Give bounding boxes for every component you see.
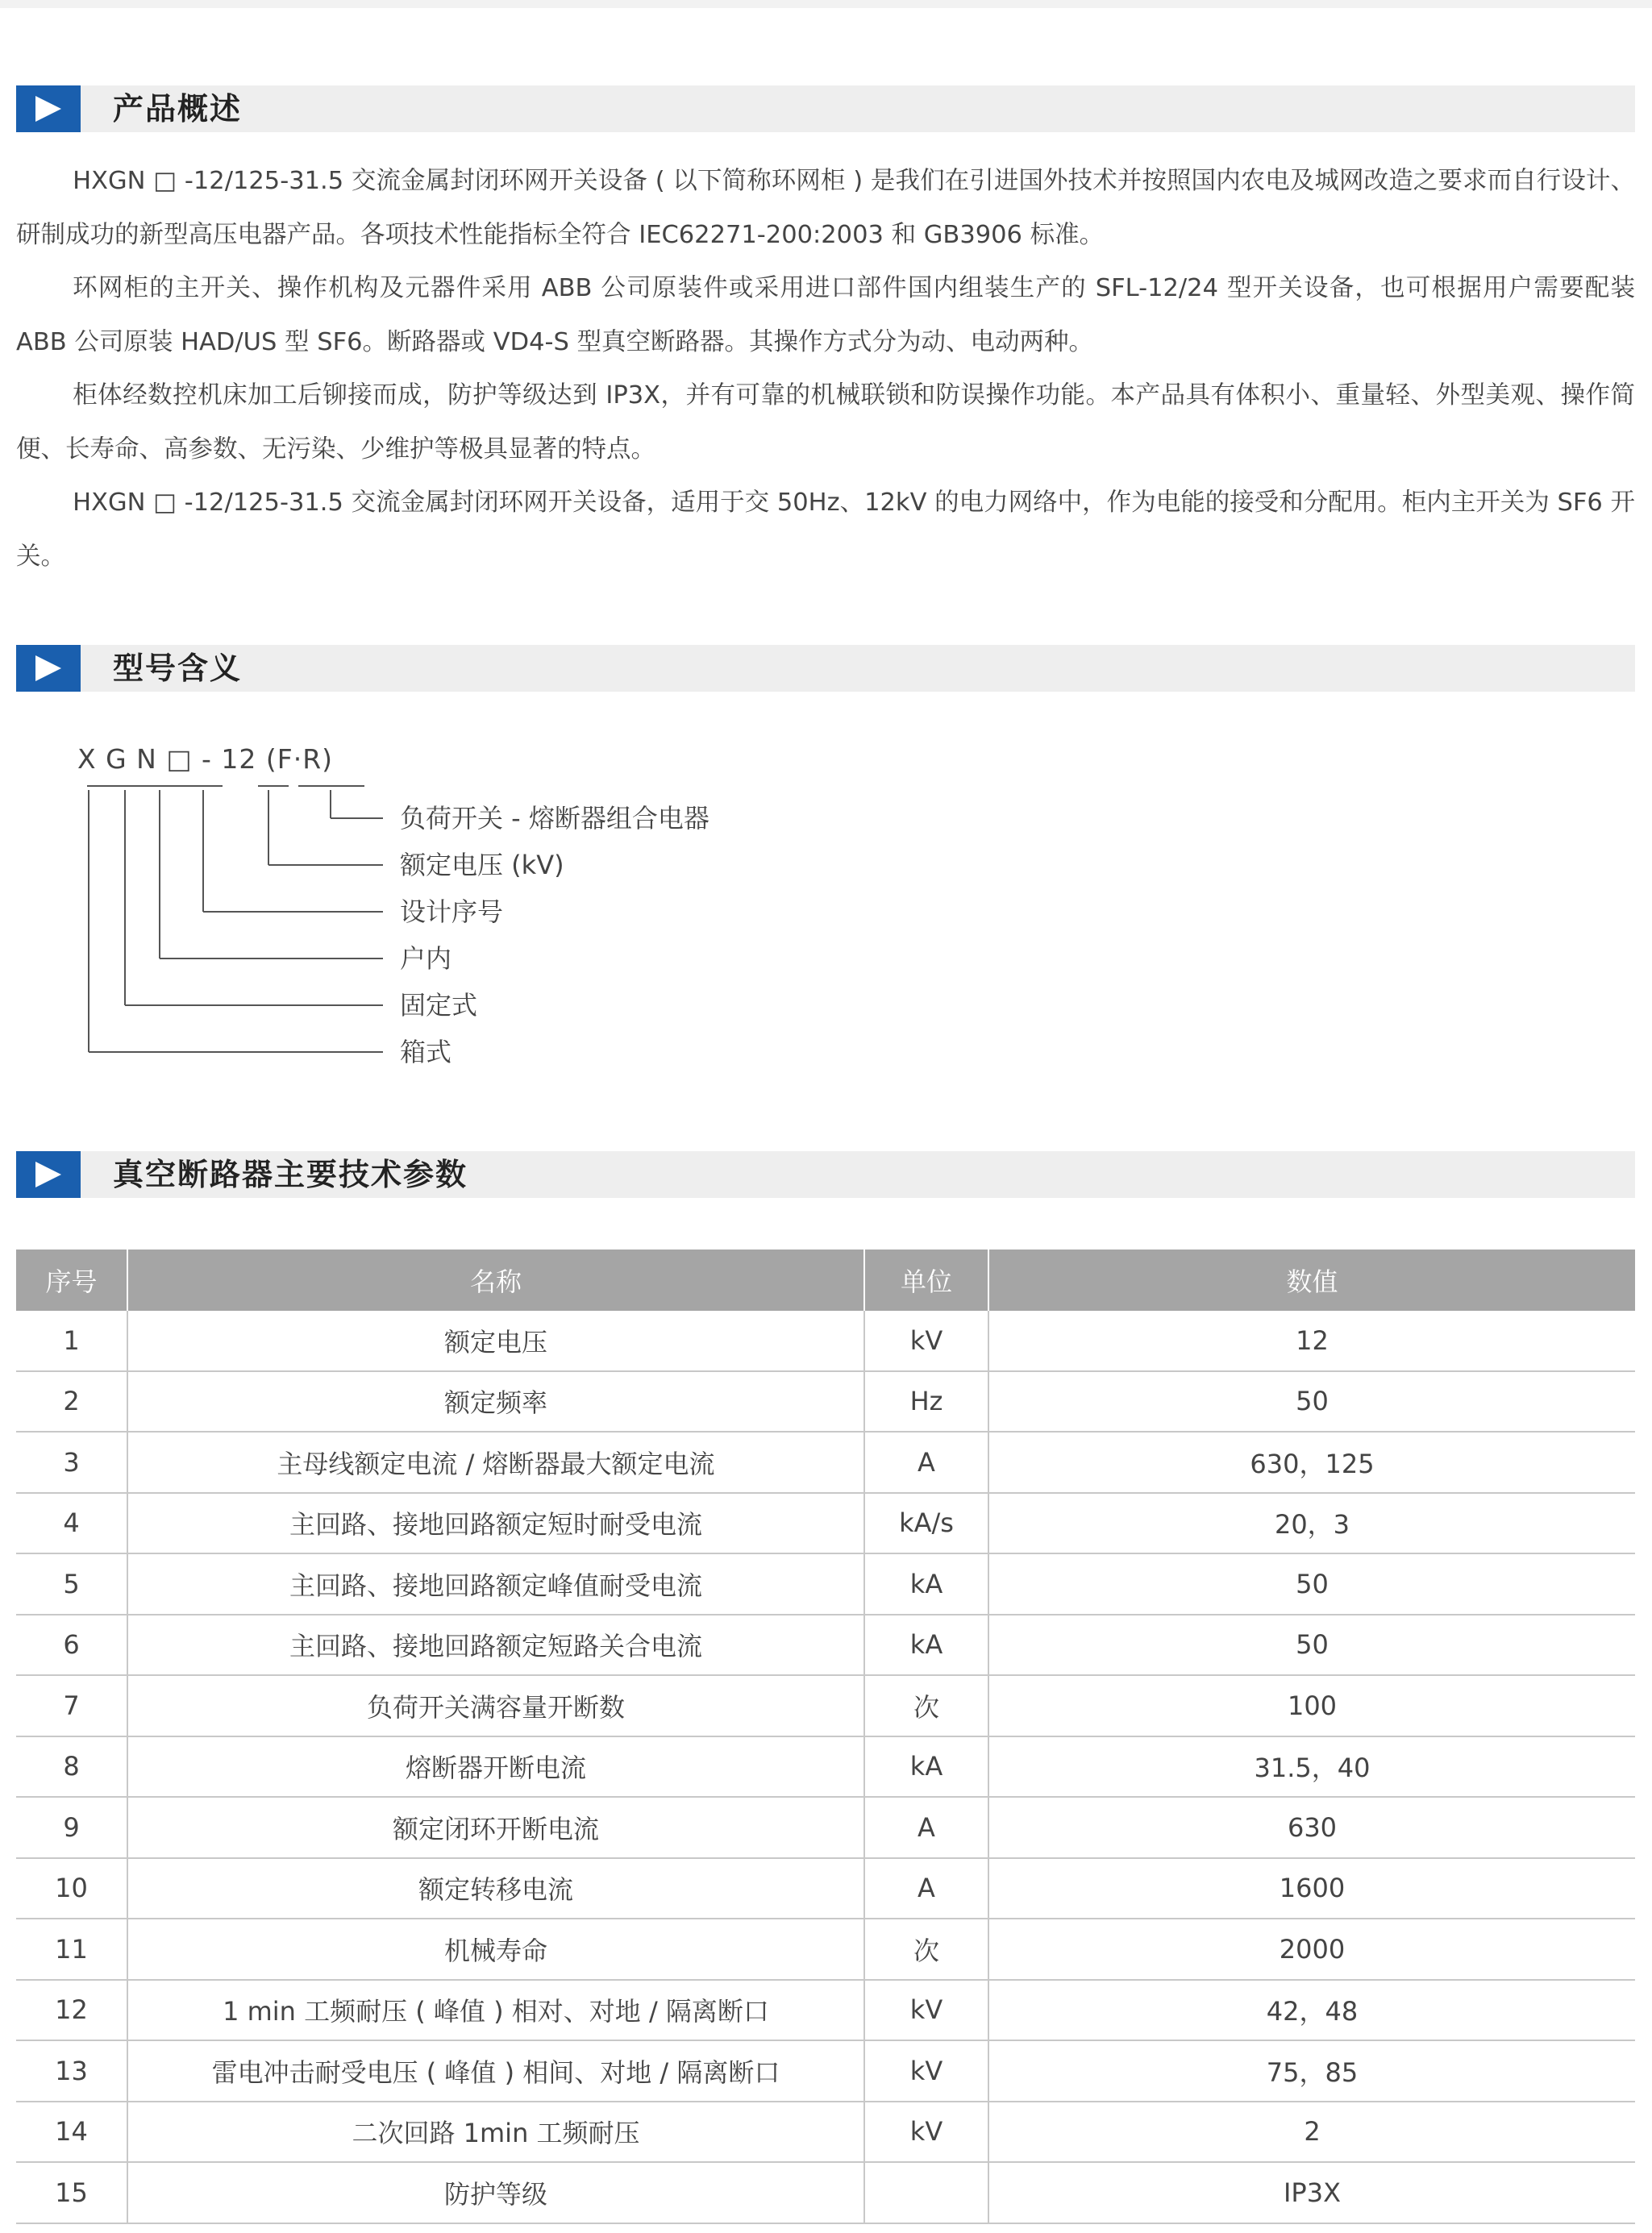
table-cell: 7 <box>16 1675 127 1736</box>
model-code: X G N □ - 12 (F·R) <box>77 743 334 775</box>
play-icon <box>16 1151 81 1198</box>
table-row <box>16 1615 1635 1676</box>
table-cell: 9 <box>16 1797 127 1858</box>
table-cell: 5 <box>16 1553 127 1615</box>
table-cell: 额定转移电流 <box>127 1858 864 1919</box>
table-row <box>16 1311 1635 1371</box>
table-cell: 次 <box>864 1919 988 1980</box>
table-cell: 2 <box>16 1371 127 1433</box>
section-header-params <box>16 1151 1635 1198</box>
spec-table <box>16 1250 1635 2224</box>
table-row <box>16 1432 1635 1493</box>
table-row <box>16 1858 1635 1919</box>
table-cell <box>864 2162 988 2223</box>
table-cell: 630 <box>988 1797 1635 1858</box>
table-cell: A <box>864 1797 988 1858</box>
model-diagram-lines <box>0 0 1652 1088</box>
table-cell: 50 <box>988 1615 1635 1676</box>
table-cell: 50 <box>988 1371 1635 1433</box>
model-label: 负荷开关 - 熔断器组合电器 <box>400 803 709 834</box>
table-cell: kA <box>864 1615 988 1676</box>
overview-paragraph: HXGN □ -12/125-31.5 交流金属封闭环网开关设备，适用于交 50Hz、12kV 的电力网络中，作为电能的接受和分配用。柜内主开关为 SF6 开关。 <box>16 489 1635 571</box>
table-row <box>16 1493 1635 1554</box>
column-header: 数值 <box>988 1250 1635 1311</box>
table-cell: 1600 <box>988 1858 1635 1919</box>
model-label: 户内 <box>400 943 452 974</box>
table-cell: 11 <box>16 1919 127 1980</box>
table-cell: 13 <box>16 2040 127 2102</box>
table-cell: 15 <box>16 2162 127 2223</box>
table-cell: kV <box>864 1980 988 2041</box>
table-cell: 14 <box>16 2102 127 2163</box>
table-cell: 熔断器开断电流 <box>127 1736 864 1798</box>
overview-paragraph: HXGN □ -12/125-31.5 交流金属封闭环网开关设备 ( 以下简称环网柜 ) 是我们在引进国外技术并按照国内农电及城网改造之要求而自行设计、研制成功的新型高压电器产品。各项技术性能指标全符合 IEC62271-200:2003 和 GB3906 标准。 <box>16 167 1635 249</box>
table-cell: 二次回路 1min 工频耐压 <box>127 2102 864 2163</box>
table-cell: 雷电冲击耐受电压 ( 峰值 ) 相间、对地 / 隔离断口 <box>127 2040 864 2102</box>
table-cell: 主回路、接地回路额定短时耐受电流 <box>127 1493 864 1554</box>
model-label: 设计序号 <box>400 896 504 927</box>
table-cell: 50 <box>988 1553 1635 1615</box>
table-cell: kA <box>864 1736 988 1798</box>
table-cell: kV <box>864 2040 988 2102</box>
table-row <box>16 2040 1635 2102</box>
column-header: 单位 <box>864 1250 988 1311</box>
table-cell: IP3X <box>988 2162 1635 2223</box>
table-cell: 20，3 <box>988 1493 1635 1554</box>
table-cell: 主回路、接地回路额定峰值耐受电流 <box>127 1553 864 1615</box>
table-cell: 主回路、接地回路额定短路关合电流 <box>127 1615 864 1676</box>
table-cell: 12 <box>988 1311 1635 1371</box>
model-label: 固定式 <box>400 990 478 1021</box>
table-cell: 1 <box>16 1311 127 1371</box>
table-cell: 6 <box>16 1615 127 1676</box>
table-row <box>16 1675 1635 1736</box>
table-cell: 100 <box>988 1675 1635 1736</box>
model-label: 额定电压 (kV) <box>400 850 564 880</box>
table-row <box>16 1553 1635 1615</box>
section-title: 真空断路器主要技术参数 <box>113 1157 468 1192</box>
table-row <box>16 2102 1635 2163</box>
table-cell: 2000 <box>988 1919 1635 1980</box>
section-title: 型号含义 <box>113 651 243 686</box>
table-row <box>16 1980 1635 2041</box>
table-cell: kV <box>864 2102 988 2163</box>
table-row <box>16 1736 1635 1798</box>
table-cell: 次 <box>864 1675 988 1736</box>
overview-paragraph: 环网柜的主开关、操作机构及元器件采用 ABB 公司原装件或采用进口部件国内组装生产的 SFL-12/24 型开关设备，也可根据用户需要配装 ABB 公司原装 HAD/US 型 SF6。断路器或 VD4-S 型真空断路器。其操作方式分为动、电动两种。 <box>16 274 1635 356</box>
overview-paragraph: 柜体经数控机床加工后铆接而成，防护等级达到 IP3X，并有可靠的机械联锁和防误操作功能。本产品具有体积小、重量轻、外型美观、操作简便、长寿命、高参数、无污染、少维护等极具显著的特点。 <box>16 381 1635 464</box>
table-row <box>16 1797 1635 1858</box>
table-cell: 1 min 工频耐压 ( 峰值 ) 相对、对地 / 隔离断口 <box>127 1980 864 2041</box>
table-cell: kA/s <box>864 1493 988 1554</box>
table-cell: 额定闭环开断电流 <box>127 1797 864 1858</box>
column-header: 序号 <box>16 1250 127 1311</box>
table-cell: 负荷开关满容量开断数 <box>127 1675 864 1736</box>
table-cell: kA <box>864 1553 988 1615</box>
table-cell: 额定频率 <box>127 1371 864 1433</box>
column-header: 名称 <box>127 1250 864 1311</box>
table-cell: 防护等级 <box>127 2162 864 2223</box>
table-cell: kV <box>864 1311 988 1371</box>
table-header-row <box>16 1250 1635 1311</box>
table-cell: 12 <box>16 1980 127 2041</box>
table-row <box>16 1919 1635 1980</box>
table-cell: 机械寿命 <box>127 1919 864 1980</box>
table-cell: 主母线额定电流 / 熔断器最大额定电流 <box>127 1432 864 1493</box>
table-cell: 额定电压 <box>127 1311 864 1371</box>
table-cell: 2 <box>988 2102 1635 2163</box>
table-cell: 3 <box>16 1432 127 1493</box>
table-cell: 8 <box>16 1736 127 1798</box>
table-cell: A <box>864 1858 988 1919</box>
table-row <box>16 2162 1635 2223</box>
table-cell: A <box>864 1432 988 1493</box>
table-row <box>16 1371 1635 1433</box>
table-cell: 42，48 <box>988 1980 1635 2041</box>
table-cell: 31.5，40 <box>988 1736 1635 1798</box>
model-label: 箱式 <box>400 1037 452 1067</box>
table-cell: 75，85 <box>988 2040 1635 2102</box>
table-cell: 10 <box>16 1858 127 1919</box>
table-cell: Hz <box>864 1371 988 1433</box>
section-title: 产品概述 <box>113 91 243 127</box>
table-cell: 630，125 <box>988 1432 1635 1493</box>
table-cell: 4 <box>16 1493 127 1554</box>
